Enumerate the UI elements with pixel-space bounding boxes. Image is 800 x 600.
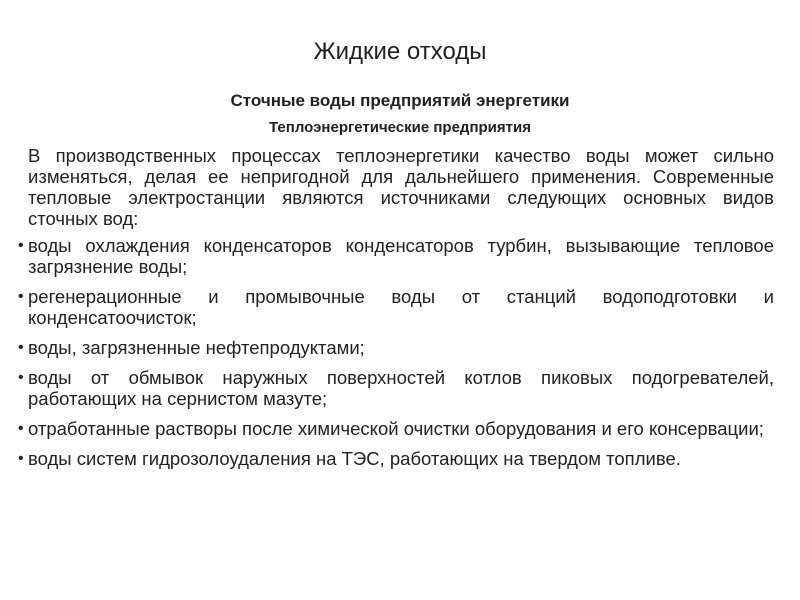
bullet-item: • отработанные растворы после химической очистки оборудования и его консервации; (28, 418, 774, 439)
bullet-item: • воды охлаждения конденсаторов конденсаторов турбин, вызывающие тепловое загрязнение воды; (28, 235, 774, 277)
bullet-list (28, 235, 774, 469)
slide-section-heading: Теплоэнергетические предприятия (269, 119, 531, 136)
slide-subtitle: Сточные воды предприятий энергетики (230, 91, 570, 110)
bullet-item: • воды от обмывок наружных поверхностей котлов пиковых подогревателей, работающих на сернистом мазуте; (28, 367, 774, 409)
slide-title: Жидкие отходы (313, 38, 487, 65)
bullet-item: • воды систем гидрозолоудаления на ТЭС, работающих на твердом топливе. (28, 448, 774, 469)
bullet-item: • воды, загрязненные нефтепродуктами; (28, 337, 774, 358)
slide-body (28, 145, 774, 478)
intro-paragraph: В производственных процессах теплоэнергетики качество воды может сильно изменяться, делая ее непригодной для дальнейшего применения. Современные тепловые электростанции являются источниками следующих основных видов сточных вод: (28, 145, 774, 229)
bullet-item: • регенерационные и промывочные воды от станций водоподготовки и конденсатоочисток; (28, 286, 774, 328)
